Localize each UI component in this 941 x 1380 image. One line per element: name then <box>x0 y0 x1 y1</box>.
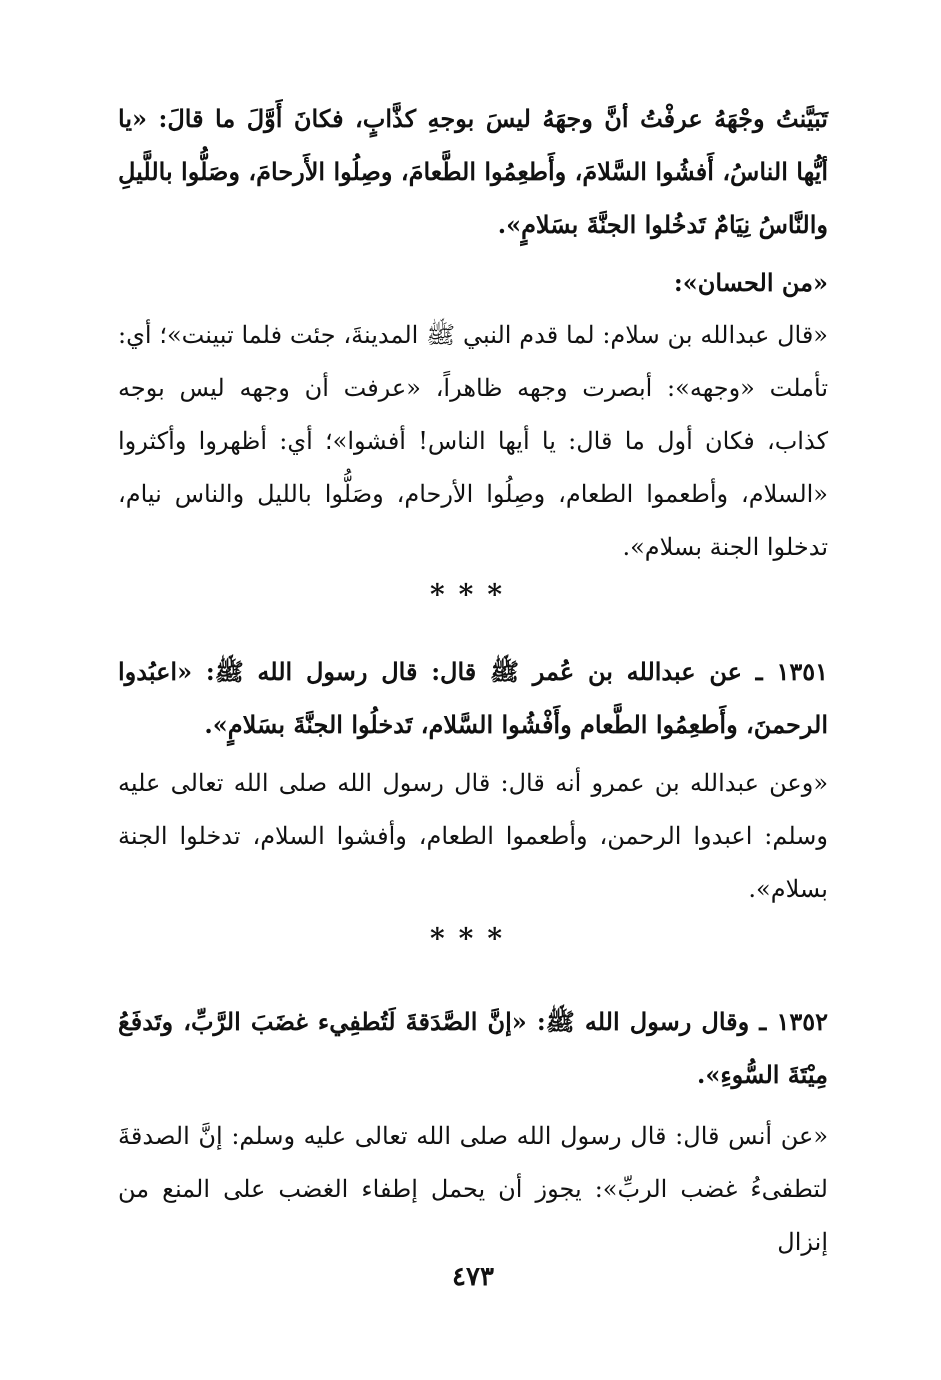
paragraph-commentary-1: «قال عبدالله بن سلام: لما قدم النبي ﷺ المدينةَ، جئت فلما تبينت»؛ أي: تأملت «وجهه»: أبصرت وجهه ظاهراً، «عرفت أن وجهه ليس بوجه كذاب، فكان أول ما قال: يا أيها الناس! أفشوا»؛ أي: أظهروا وأكثروا «السلام، وأطعموا الطعام، وصِلُوا الأرحام، وصَلُّوا بالليل والناس نيام، تدخلوا الجنة بسلام». <box>118 321 829 561</box>
paragraph-commentary-2: «وعن عبدالله بن عمرو أنه قال: قال رسول الله صلى الله تعالى عليه وسلم: اعبدوا الرحمن، وأطعموا الطعام، وأفشوا السلام، تدخلوا الجنة بسلام». <box>118 769 828 903</box>
separator-stars-2: *** <box>430 922 516 955</box>
section-heading-hasan: «من الحسان»: <box>673 268 828 297</box>
paragraph-hadith-1351: ١٣٥١ ـ عن عبدالله بن عُمر ﷺ قال: قال رسول الله ﷺ: «اعبُدوا الرحمنَ، وأَطعِمُوا الطَّعام وأَفْشُوا السَّلام، تَدخلُوا الجنَّةَ بسَلامٍ». <box>118 657 828 739</box>
paragraph-opening-hadith: تَبَيَّنتُ وجْهَهُ عرفْتُ أنَّ وجهَهُ ليسَ بوجهِ كذَّابٍ، فكانَ أَوَّلَ ما قالَ: «يا أيُّها الناسُ، أَفشُوا السَّلامَ، وأَطعِمُوا الطَّعامَ، وصِلُوا الأَرحامَ، وصَلُّوا باللَّيلِ والنَّاسُ نِيَامٌ تَدخُلوا الجنَّةَ بسَلامٍ». <box>118 104 828 239</box>
separator-stars-1: *** <box>430 578 516 611</box>
page-number: ٤٧٣ <box>452 1262 494 1292</box>
paragraph-commentary-3: «عن أنس قال: قال رسول الله صلى الله تعالى عليه وسلم: إنَّ الصدقةَ لتطفىءُ غضب الربِّ»: يجوز أن يحمل إطفاء الغضب على المنع من إنزال <box>118 1122 828 1256</box>
paragraph-hadith-1352: ١٣٥٢ ـ وقال رسول الله ﷺ: «إنَّ الصَّدَقةَ لَتُطفِيء غضَبَ الرَّبِّ، وتَدفَعُ مِيْتَةَ السُّوءِ». <box>118 1007 828 1089</box>
